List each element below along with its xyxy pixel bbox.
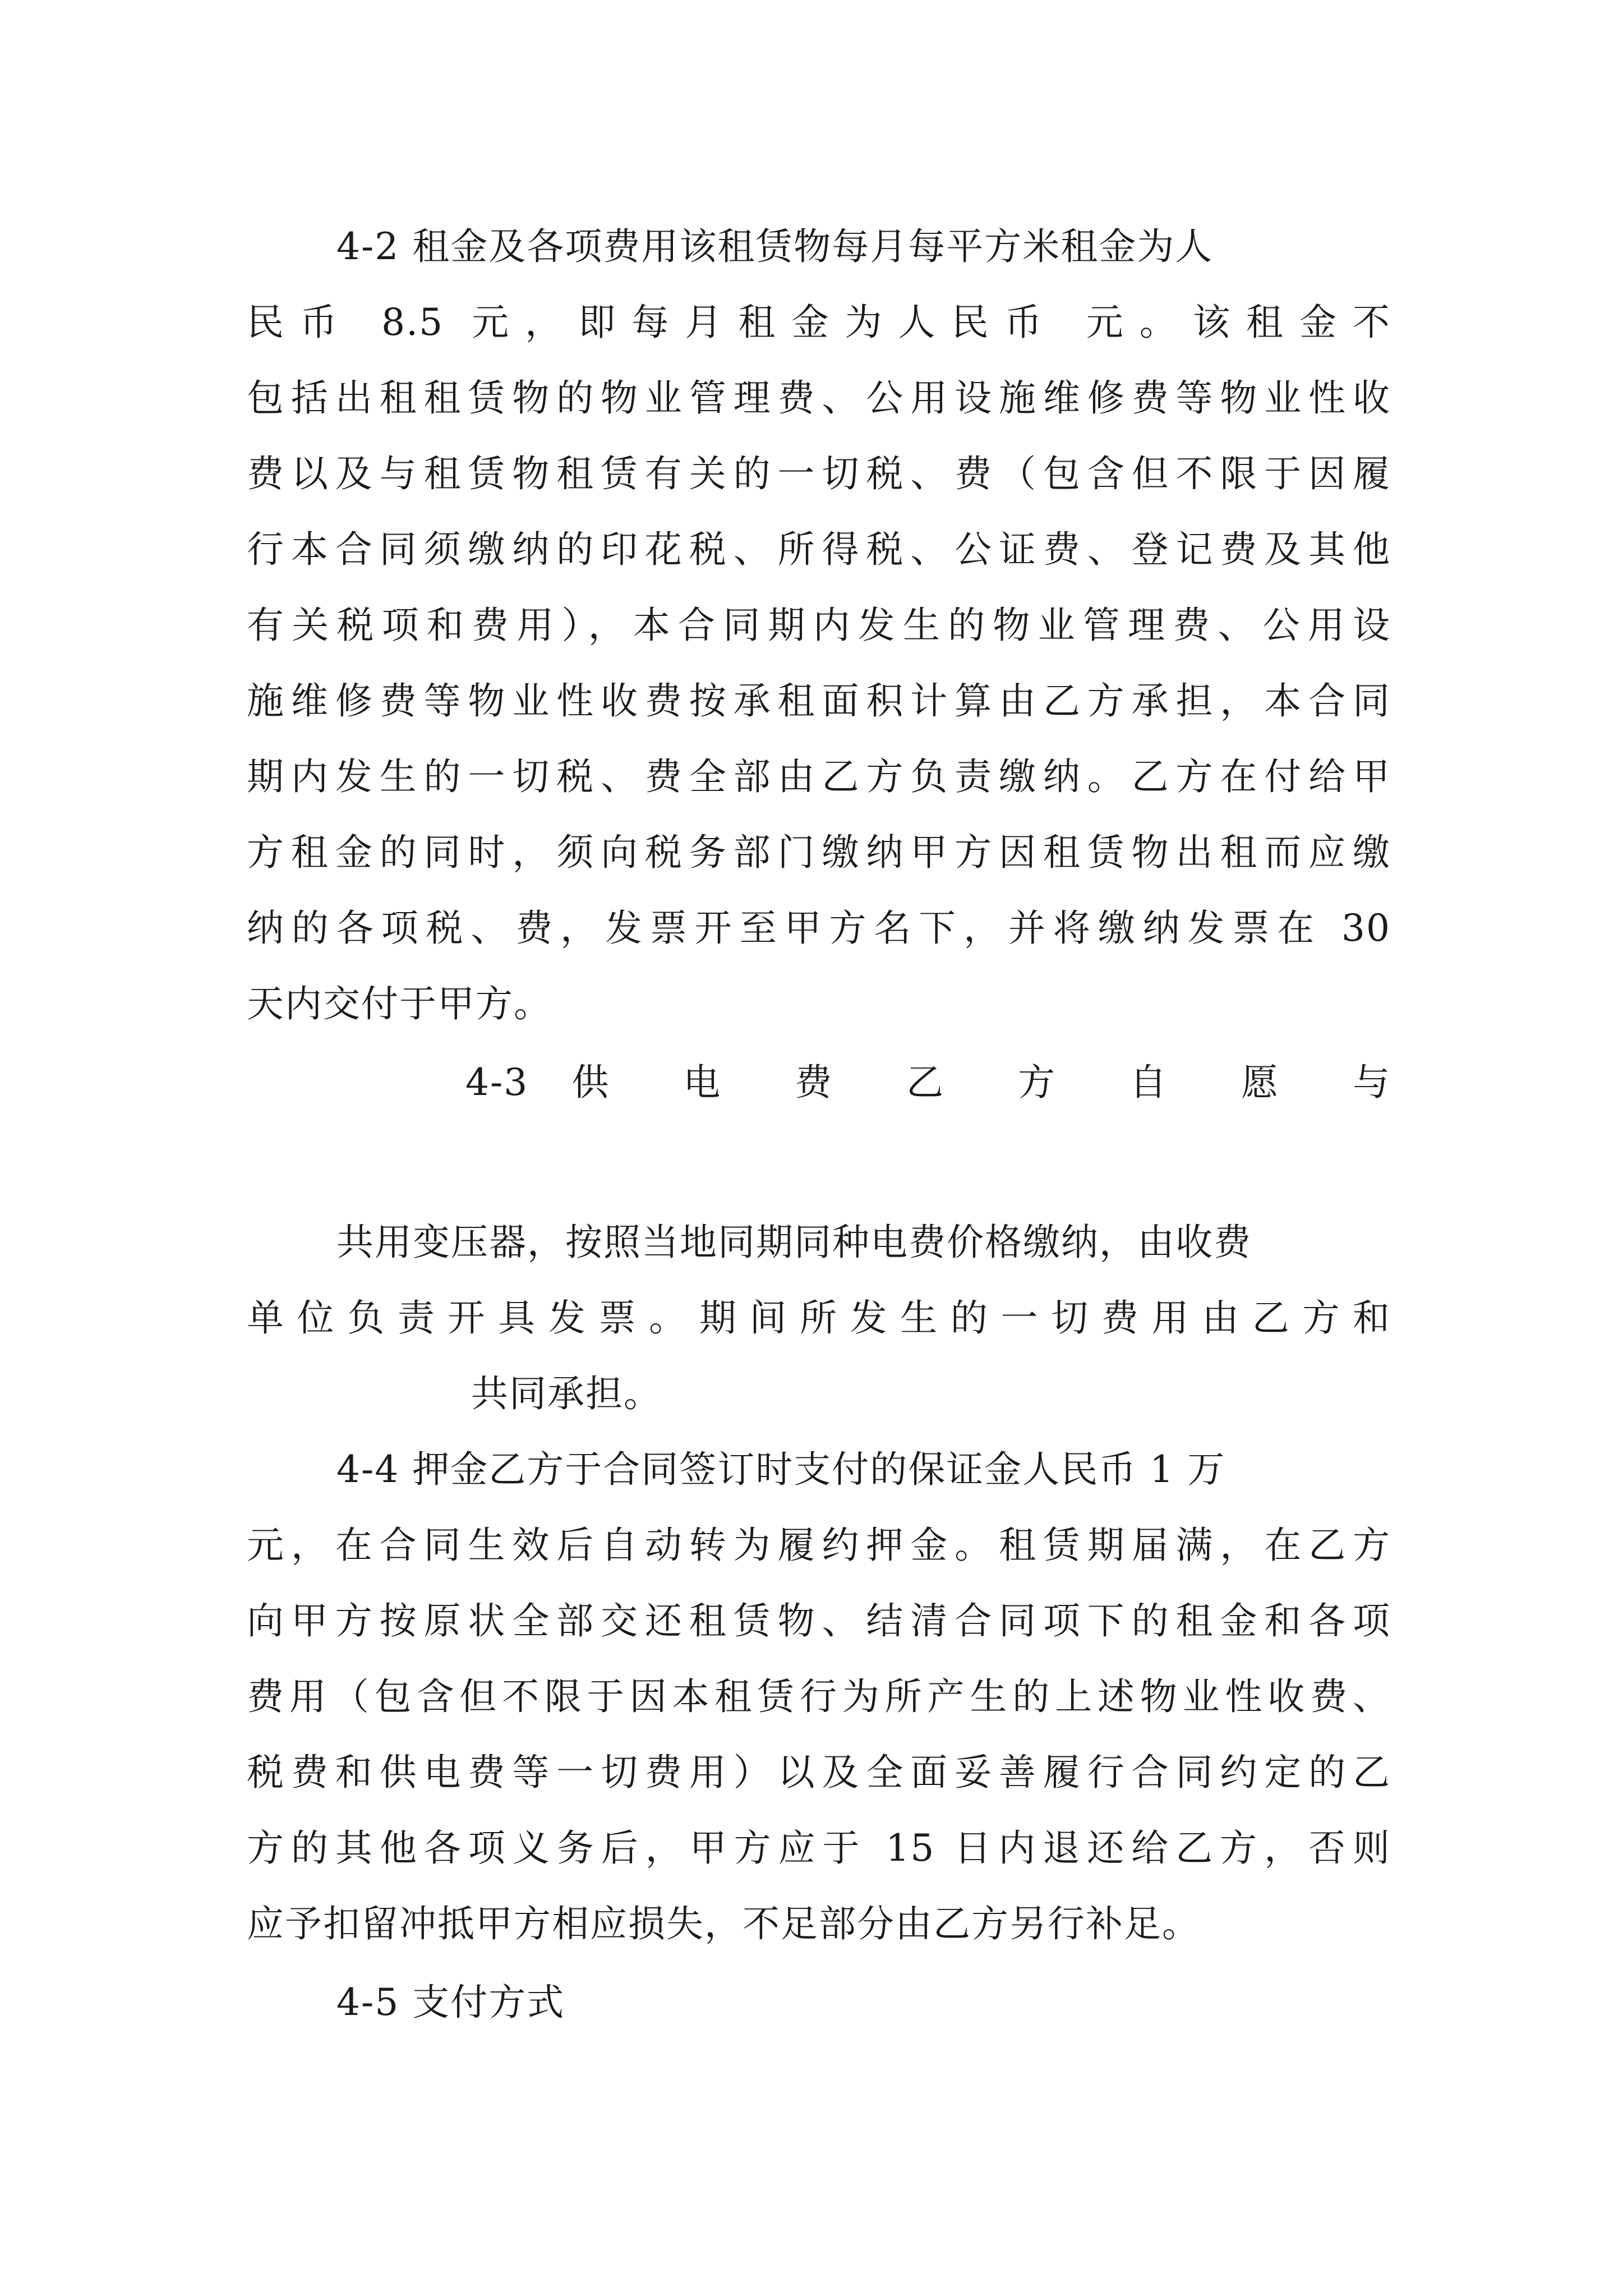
paragraph-line: 费用（包含但不限于因本租赁行为所产生的上述物业性收费、	[247, 1675, 1391, 1718]
paragraph-line: 费以及与租赁物租赁有关的一切税、费（包含但不限于因履	[247, 452, 1391, 495]
paragraph-line: 行本合同须缴纳的印花税、所得税、公证费、登记费及其他	[247, 528, 1391, 571]
clause-4-3-heading-line: 4-3 供 电 费 乙 方 自 愿 与	[465, 1061, 1391, 1104]
paragraph-line: 应予扣留冲抵甲方相应损失，不足部分由乙方另行补足。	[247, 1902, 1200, 1945]
paragraph-line: 单位负责开具发票。期间所发生的一切费用由乙方和	[247, 1296, 1391, 1340]
rent-amount-line: 民币 8.5 元，即每月租金为人民币 元。该租金不	[247, 301, 1391, 344]
paragraph-line: 有关税项和费用），本合同期内发生的物业管理费、公用设	[247, 604, 1391, 647]
paragraph-line: 向甲方按原状全部交还租赁物、结清合同项下的租金和各项	[247, 1599, 1391, 1642]
paragraph-line: 共同承担。	[471, 1372, 662, 1415]
paragraph-line: 元，在合同生效后自动转为履约押金。租赁期届满，在乙方	[247, 1524, 1391, 1567]
paragraph-line: 施维修费等物业性收费按承租面积计算由乙方承担，本合同	[247, 679, 1391, 723]
paragraph-line: 共用变压器，按照当地同期同种电费价格缴纳，由收费	[336, 1221, 1252, 1264]
paragraph-line: 纳的各项税、费，发票开至甲方名下，并将缴纳发票在 30	[247, 907, 1391, 950]
clause-4-4-heading-line: 4-4 押金乙方于合同签订时支付的保证金人民币 1 万	[336, 1448, 1226, 1491]
paragraph-line: 方租金的同时，须向税务部门缴纳甲方因租赁物出租而应缴	[247, 831, 1391, 874]
paragraph-line: 期内发生的一切税、费全部由乙方负责缴纳。乙方在付给甲	[247, 755, 1391, 798]
paragraph-line: 税费和供电费等一切费用）以及全面妥善履行合同约定的乙	[247, 1751, 1391, 1794]
clause-4-2-heading-line: 4-2 租金及各项费用该租赁物每月每平方米租金为人	[336, 225, 1214, 268]
paragraph-line: 方的其他各项义务后，甲方应于 15 日内退还给乙方，否则	[247, 1826, 1391, 1870]
paragraph-line: 天内交付于甲方。	[247, 982, 552, 1025]
clause-4-5-heading-line: 4-5 支付方式	[336, 1981, 565, 2024]
paragraph-line: 包括出租租赁物的物业管理费、公用设施维修费等物业性收	[247, 376, 1391, 420]
